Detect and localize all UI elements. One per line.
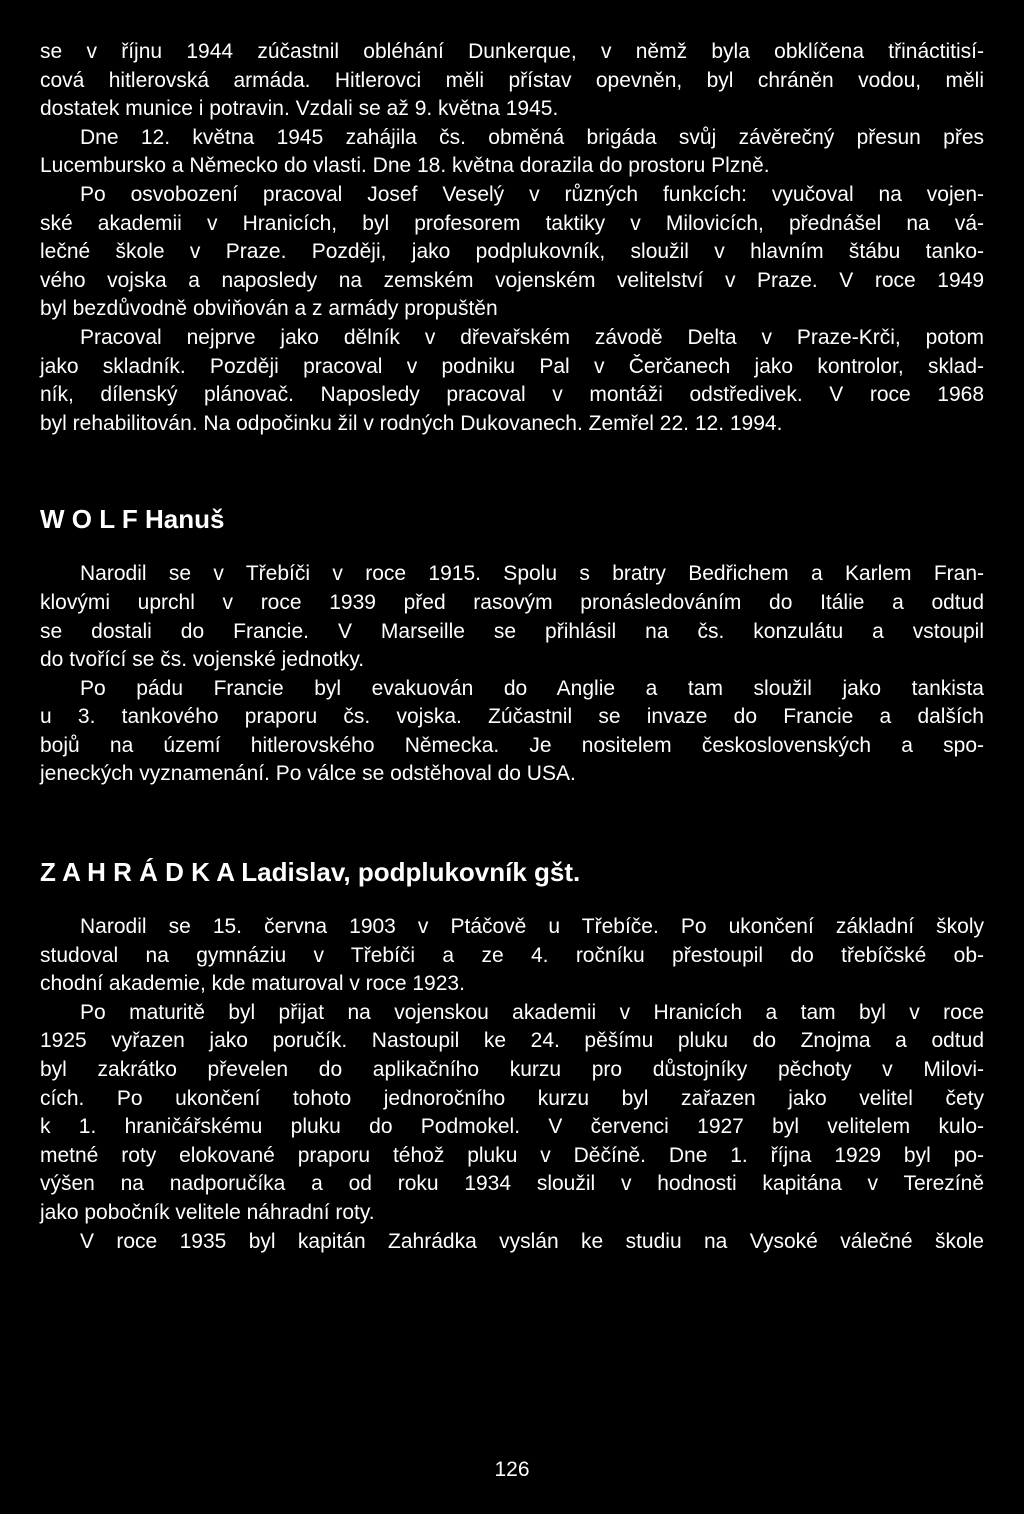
text-line: ník, dílenský plánovač. Naposledy pracoval v montáži odstředivek. V roce 1968 <box>40 383 984 407</box>
text-line: metné roty elokované praporu téhož pluku v Děčíně. Dne 1. října 1929 byl po- <box>40 1143 984 1167</box>
text-line: jako skladník. Později pracoval v podniku Pal v Čerčanech jako kontrolor, sklad- <box>40 354 984 378</box>
page-number: 126 <box>494 1458 530 1481</box>
text-line: lečné škole v Praze. Později, jako podplukovník, sloužil v hlavním štábu tanko- <box>40 240 984 264</box>
text-line: Dne 12. května 1945 zahájila čs. obměná brigáda svůj závěrečný přesun přes <box>80 125 984 149</box>
text-line: se dostali do Francie. V Marseille se přihlásil na čs. konzulátu a vstoupil <box>40 619 984 643</box>
section-vesely <box>40 38 984 438</box>
text-line: Po osvobození pracoval Josef Veselý v různých funkcích: vyučoval na vojen- <box>80 182 984 206</box>
text-line: do tvořící se čs. vojenské jednotky. <box>40 648 365 672</box>
text-line: ské akademii v Hranicích, byl profesorem taktiky v Milovicích, přednášel na vá- <box>40 211 984 235</box>
section-heading-wolf: W O L F Hanuš <box>40 504 225 535</box>
section-heading-zahradka: Z A H R Á D K A Ladislav, podplukovník gšt. <box>40 857 581 888</box>
text-line: se v říjnu 1944 zúčastnil obléhání Dunkerque, v němž byla obklíčena třináctitisí- <box>40 40 984 63</box>
text-line: studoval na gymnáziu v Třebíči a ze 4. ročníku přestoupil do třebíčské ob- <box>40 943 984 967</box>
text-line: klovými uprchl v roce 1939 před rasovým pronásledováním do Itálie a odtud <box>40 590 984 614</box>
text-line: chodní akademie, kde maturoval v roce 1923. <box>40 972 465 996</box>
text-line: Po pádu Francie byl evakuován do Anglie a tam sloužil jako tankista <box>80 676 984 700</box>
text-line: Po maturitě byl přijat na vojenskou akademii v Hranicích a tam byl v roce <box>80 1000 984 1024</box>
text-line: bojů na území hitlerovského Německa. Je nositelem československých a spo- <box>40 733 984 757</box>
section-zahradka <box>40 913 984 1256</box>
section-wolf <box>40 560 984 789</box>
text-line: byl zakrátko převelen do aplikačního kurzu pro důstojníky pěchoty v Milovi- <box>40 1058 984 1082</box>
text-line: 1925 vyřazen jako poručík. Nastoupil ke 24. pěšímu pluku do Znojma a odtud <box>40 1029 984 1053</box>
text-line: byl rehabilitován. Na odpočinku žil v rodných Dukovanech. Zemřel 22. 12. 1994. <box>40 411 783 435</box>
text-line: Narodil se v Třebíči v roce 1915. Spolu s bratry Bedřichem a Karlem Fran- <box>80 562 984 586</box>
page-content <box>40 38 984 1256</box>
text-line: u 3. tankového praporu čs. vojska. Zúčastnil se invaze do Francie a dalších <box>40 705 984 729</box>
text-line: cová hitlerovská armáda. Hitlerovci měli přístav opevněn, byl chráněn vodou, měli <box>40 68 984 92</box>
text-line: Pracoval nejprve jako dělník v dřevařském závodě Delta v Praze-Krči, potom <box>80 325 984 349</box>
text-line: dostatek munice i potravin. Vzdali se až 9. května 1945. <box>40 97 559 121</box>
text-line: jeneckých vyznamenání. Po válce se odstěhoval do USA. <box>40 762 576 786</box>
text-line: byl bezdůvodně obviňován a z armády propuštěn <box>40 297 498 321</box>
text-line: k 1. hraničářskému pluku do Podmokel. V červenci 1927 byl velitelem kulo- <box>40 1115 984 1139</box>
text-line: cích. Po ukončení tohoto jednoročního kurzu byl zařazen jako velitel čety <box>40 1086 984 1110</box>
text-line: výšen na nadporučíka a od roku 1934 sloužil v hodnosti kapitána v Terezíně <box>40 1172 984 1196</box>
text-line: vého vojska a naposledy na zemském vojenském velitelství v Praze. V roce 1949 <box>40 268 984 292</box>
text-line: Lucembursko a Německo do vlasti. Dne 18. května dorazila do prostoru Plzně. <box>40 154 770 178</box>
text-line: V roce 1935 byl kapitán Zahrádka vyslán ke studiu na Vysoké válečné škole <box>80 1229 984 1253</box>
text-line: Narodil se 15. června 1903 v Ptáčově u Třebíče. Po ukončení základní školy <box>80 915 984 939</box>
text-line: jako pobočník velitele náhradní roty. <box>40 1201 375 1224</box>
